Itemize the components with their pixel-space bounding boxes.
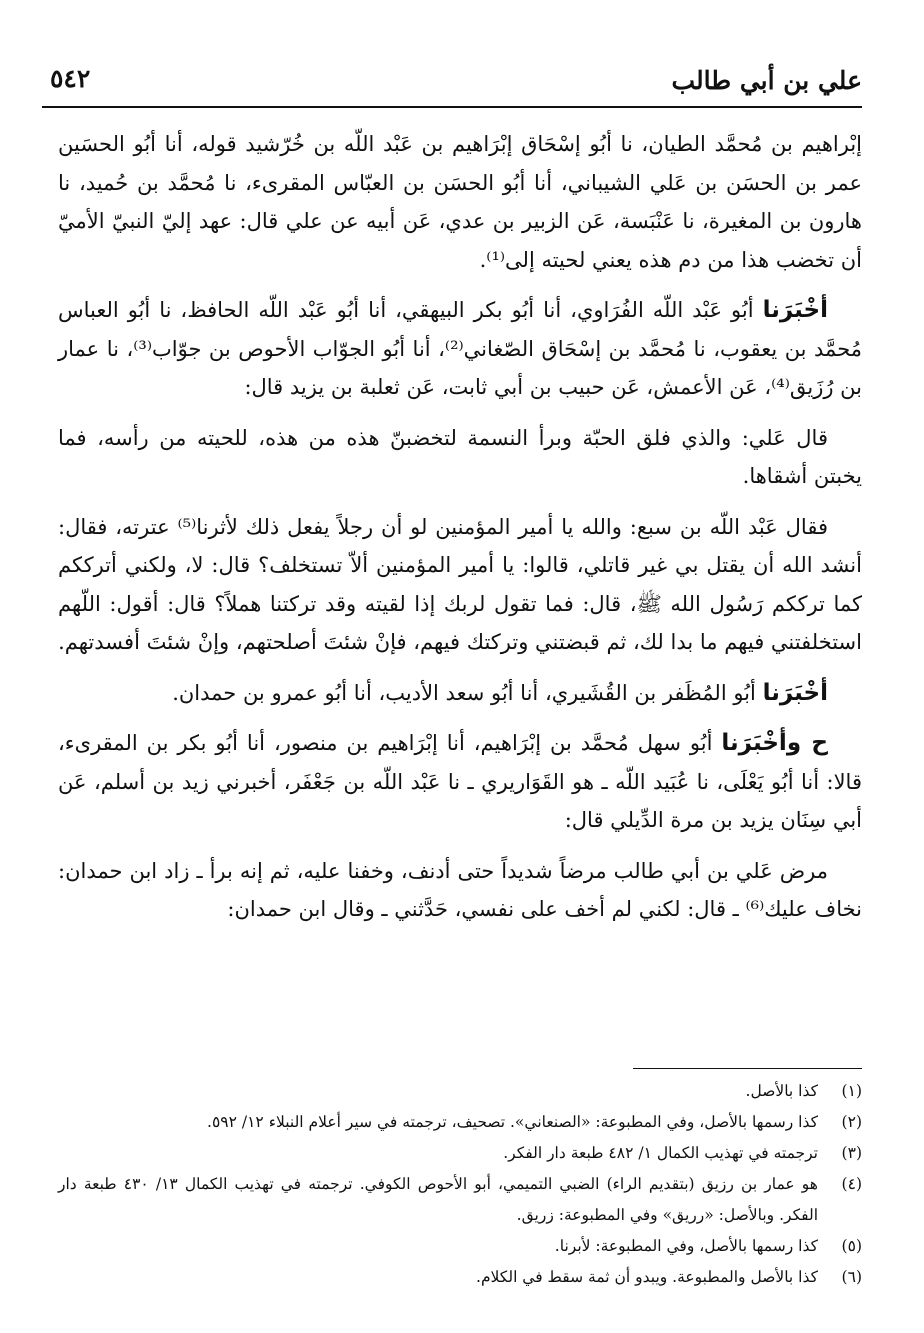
paragraph-2-text: أبُو عَبْد اللّه الفُرَاوي، أنا أبُو بكر البيهقي، أنا أبُو عَبْد اللّه الحافظ، نا أبُو العباس مُحمَّد بن يعقوب، نا مُحمَّد بن إسْحَاق الصّغاني⁽²⁾، أنا أبُو الجوّاب الأحوص بن جوّاب⁽³⁾، نا عمار بن رُزَيق⁽⁴⁾، عَن الأعمش، عَن حبيب بن أبي ثابت، عَن ثعلبة بن يزيد قال: — [58, 298, 863, 399]
footnote-text: ترجمته في تهذيب الكمال ١/ ٤٨٢ طبعة دار الفكر. — [503, 1144, 818, 1162]
footnotes — [58, 1076, 862, 1293]
paragraph-5-lead: أخْبَرَنا — [762, 679, 828, 706]
paragraph-3 — [58, 419, 862, 496]
paragraph-7-text: مرض عَلي بن أبي طالب مرضاً شديداً حتى أدنف، وخفنا عليه، ثم إنه برأ ـ زاد ابن حمدان: نخاف عليك⁽⁶⁾ ـ قال: لكني لم أخف على نفسي، حَدَّثني ـ وقال ابن حمدان: — [58, 858, 862, 921]
footnote-number: (٥) — [841, 1237, 862, 1255]
footnote-text: هو عمار بن رزيق (بتقديم الراء) الضبي التميمي، أبو الأحوص الكوفي. ترجمته في تهذيب الكمال ١٣/ ٤٣٠ طبعة دار الفكر. وبالأصل: «رريق» وفي المطبوعة: زريق. — [58, 1175, 818, 1224]
main-text — [58, 125, 862, 941]
footnote-divider — [633, 1068, 862, 1069]
footnote-text: كذا رسمها بالأصل، وفي المطبوعة: «الصنعاني». تصحيف، ترجمته في سير أعلام النبلاء ١٢/ ٥٩٢. — [207, 1113, 818, 1131]
page-number: ٥٤٢ — [50, 64, 91, 93]
footnote — [58, 1231, 862, 1262]
footnote-number: (٣) — [841, 1144, 862, 1162]
footnote-text: كذا رسمها بالأصل، وفي المطبوعة: لأبرنا. — [554, 1237, 818, 1255]
footnote-text: كذا بالأصل. — [745, 1082, 818, 1100]
footnote — [58, 1262, 862, 1293]
paragraph-2 — [58, 291, 862, 407]
paragraph-6-lead: ح وأخْبَرَنا — [721, 730, 828, 756]
footnote-number: (٤) — [841, 1175, 862, 1193]
footnote-number: (٢) — [841, 1113, 862, 1131]
footnote-number: (١) — [841, 1082, 862, 1100]
paragraph-4-text: فقال عَبْد اللّه بن سبع: والله يا أمير المؤمنين لو أن رجلاً يفعل ذلك لأثرنا⁽⁵⁾ عترته، فقال: أنشد الله أن يقتل بي غير قاتلي، قالوا: يا أمير المؤمنين ألاّ تستخلف؟ قال: لا، ولكني أترككم كما ترككم رَسُول الله ﷺ، قال: فما تقول لربك إذا لقيته وقد تركتنا هملاً؟ قال: أقول: اللّهم استخلفتني فيهم ما بدا لك، ثم قبضتني وتركتك فيهم، فإنْ شئتَ أصلحتهم، وإنْ شئتَ أفسدتهم. — [58, 514, 862, 654]
paragraph-1-text: إبْراهيم بن مُحمَّد الطيان، نا أبُو إسْحَاق إبْرَاهيم بن عَبْد اللّه بن خُرّشيد قوله، أنا أبُو الحسَين عمر بن الحسَن بن عَلي الشيباني، أنا أبُو الحسَن بن العبّاس المقرىء، نا مُحمَّد بن حُميد، نا هارون بن المغيرة، نا عَنْبَسة، عَن الزبير بن عدي، عَن أبيه عن علي قال: عهد إليّ النبيّ الأميّ أن تخضب هذا من دم هذه يعني لحيته إلى⁽¹⁾. — [58, 132, 862, 272]
paragraph-4 — [58, 508, 862, 662]
header-divider — [42, 106, 862, 108]
paragraph-6 — [58, 724, 862, 840]
page-header — [50, 62, 862, 106]
footnote — [58, 1107, 862, 1138]
footnote-number: (٦) — [841, 1268, 862, 1286]
paragraph-3-text: قال عَلي: والذي فلق الحبّة وبرأ النسمة لتخضبنّ هذه من هذه، للحيته من رأسه، فما يخبتن أشقاها. — [58, 425, 862, 488]
paragraph-1 — [58, 125, 862, 279]
footnote — [58, 1169, 862, 1231]
paragraph-6-text: أبُو سهل مُحمَّد بن إبْرَاهيم، أنا إبْرَاهيم بن منصور، أنا أبُو بكر بن المقرىء، قالا: أنا أبُو يَعْلَى، نا عُبَيد اللّه ـ هو القَوَاريري ـ نا عَبْد اللّه بن جَعْفَر، أخبرني زيد بن أسلم، عَن أبي سِنَان يزيد بن مرة الدِّيلي قال: — [58, 731, 862, 832]
paragraph-5-text: أبُو المُظَفر بن القُشَيري، أنا أبُو سعد الأديب، أنا أبُو عمرو بن حمدان. — [172, 680, 756, 705]
paragraph-7 — [58, 852, 862, 929]
paragraph-5 — [58, 674, 862, 713]
footnote — [58, 1138, 862, 1169]
footnote — [58, 1076, 862, 1107]
running-title: علي بن أبي طالب — [671, 66, 862, 95]
paragraph-2-lead: أخْبَرَنا — [762, 297, 828, 323]
footnote-text: كذا بالأصل والمطبوعة. ويبدو أن ثمة سقط في الكلام. — [476, 1268, 818, 1286]
